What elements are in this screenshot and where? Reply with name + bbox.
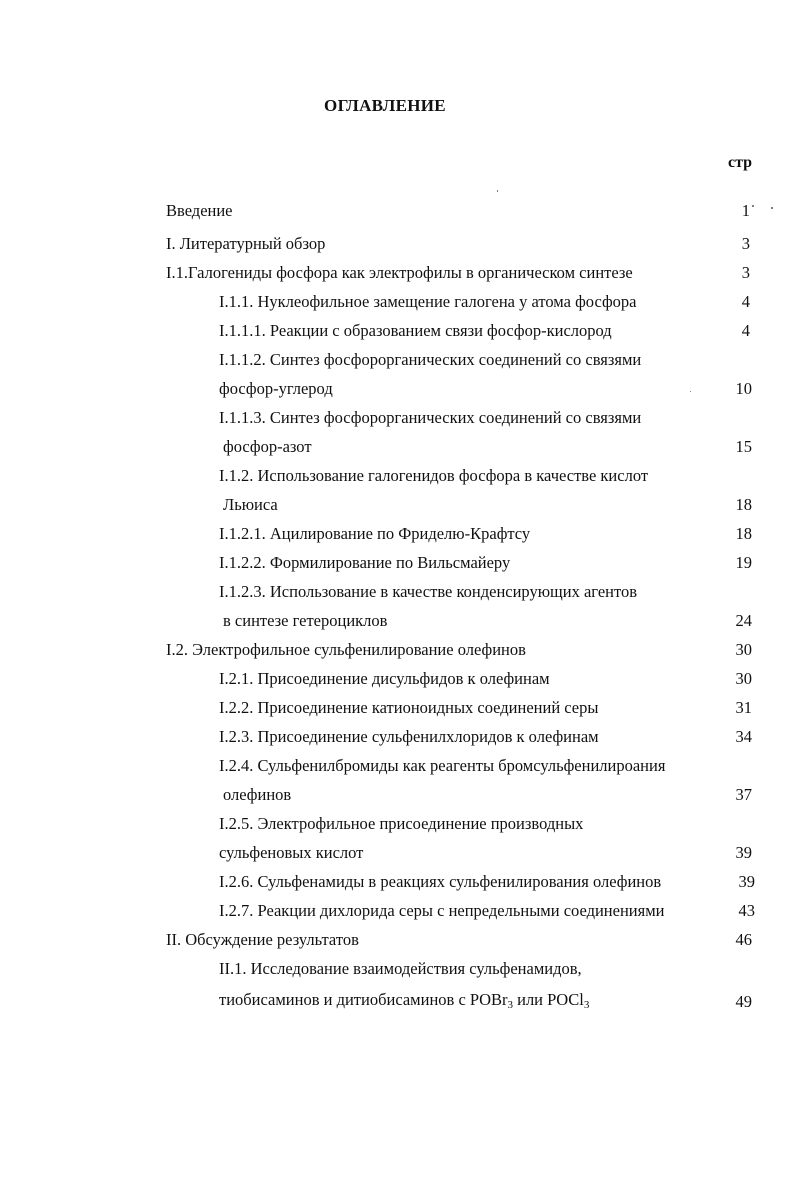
toc-entry: I. Литературный обзор	[166, 234, 326, 253]
toc-entry: I.2.6. Сульфенамиды в реакциях сульфенилирования олефинов	[219, 872, 662, 891]
toc-entry: II. Обсуждение результатов	[166, 930, 359, 949]
toc-entry: I.2. Электрофильное сульфенилирование олефинов	[166, 640, 526, 659]
toc-entry: I.2.4. Сульфенилбромиды как реагенты бромсульфенилироания	[219, 756, 666, 775]
toc-entry: I.1.1.2. Синтез фосфорорганических соединений со связями	[219, 350, 642, 369]
toc-entry: I.1.2.2. Формилирование по Вильсмайеру	[219, 553, 511, 572]
page-title: ОГЛАВЛЕНИЕ	[324, 96, 446, 115]
toc-entry: фосфор-углерод	[219, 379, 333, 398]
toc-page-number: 10	[735, 379, 752, 398]
toc-page-number: 43	[738, 901, 755, 920]
toc-entry: I.2.5. Электрофильное присоединение производных	[219, 814, 584, 833]
toc-entry: I.1.2.3. Использование в качестве конденсирующих агентов	[219, 582, 638, 601]
toc-entry: I.1.1. Нуклеофильное замещение галогена у атома фосфора	[219, 292, 637, 311]
toc-page-number: 18	[735, 495, 752, 514]
toc-entry: I.2.3. Присоединение сульфенилхлоридов к олефинам	[219, 727, 599, 746]
toc-entry: I.2.7. Реакции дихлорида серы с непредельными соединениями	[219, 901, 665, 920]
formula-subscript: 3	[507, 999, 513, 1011]
toc-page-number: 37	[735, 785, 752, 804]
toc-page-number: 3	[741, 263, 750, 282]
toc-page-number: 39	[735, 843, 752, 862]
toc-page-number: 15	[735, 437, 752, 456]
toc-page-number: 4	[741, 292, 750, 311]
page-column-label: стр	[728, 154, 753, 171]
toc-page-number: 49	[735, 992, 752, 1011]
scan-speck	[771, 207, 773, 209]
toc-entry: I.2.1. Присоединение дисульфидов к олефинам	[219, 669, 550, 688]
toc-entry: I.1.1.3. Синтез фосфорорганических соединений со связями	[219, 408, 642, 427]
toc-entry: в синтезе гетероциклов	[223, 611, 388, 630]
toc-entry: фосфор-азот	[223, 437, 312, 456]
toc-page-number: 39	[738, 872, 755, 891]
toc-page-number: 4	[741, 321, 750, 340]
toc-page-number: 31	[735, 698, 752, 717]
toc-page-number: 46	[735, 930, 752, 949]
toc-page-number: 19	[735, 553, 752, 572]
scan-speck	[497, 190, 498, 192]
toc-entry-formula	[219, 990, 589, 1010]
toc-entry: I.1.2.1. Ацилирование по Фриделю-Крафтсу	[219, 524, 531, 543]
toc-entry: I.1.1.1. Реакции с образованием связи фосфор-кислород	[219, 321, 612, 340]
toc-page-number: 1	[741, 201, 750, 220]
toc-entry: Льюиса	[223, 495, 278, 514]
toc-entry: олефинов	[223, 785, 292, 804]
toc-entry: I.2.2. Присоединение катионоидных соединений серы	[219, 698, 599, 717]
toc-entry: сульфеновых кислот	[219, 843, 364, 862]
toc-entry: Введение	[166, 201, 233, 220]
formula-text: или POCl	[512, 990, 584, 1009]
toc-page-number: 30	[735, 640, 752, 659]
scan-speck	[752, 205, 754, 207]
toc-page-number: 3	[741, 234, 750, 253]
scan-speck	[690, 391, 691, 392]
toc-entry: I.1.Галогениды фосфора как электрофилы в органическом синтезе	[166, 263, 633, 282]
toc-page-number: 24	[735, 611, 752, 630]
formula-subscript: 3	[583, 999, 590, 1011]
toc-entry: II.1. Исследование взаимодействия сульфенамидов,	[219, 959, 582, 978]
formula-text: тиобисаминов и дитиобисаминов с POBr	[219, 990, 508, 1009]
toc-entry: I.1.2. Использование галогенидов фосфора в качестве кислот	[219, 466, 649, 485]
toc-page-number: 30	[735, 669, 752, 688]
toc-page-number: 18	[735, 524, 752, 543]
toc-page-number: 34	[735, 727, 752, 746]
